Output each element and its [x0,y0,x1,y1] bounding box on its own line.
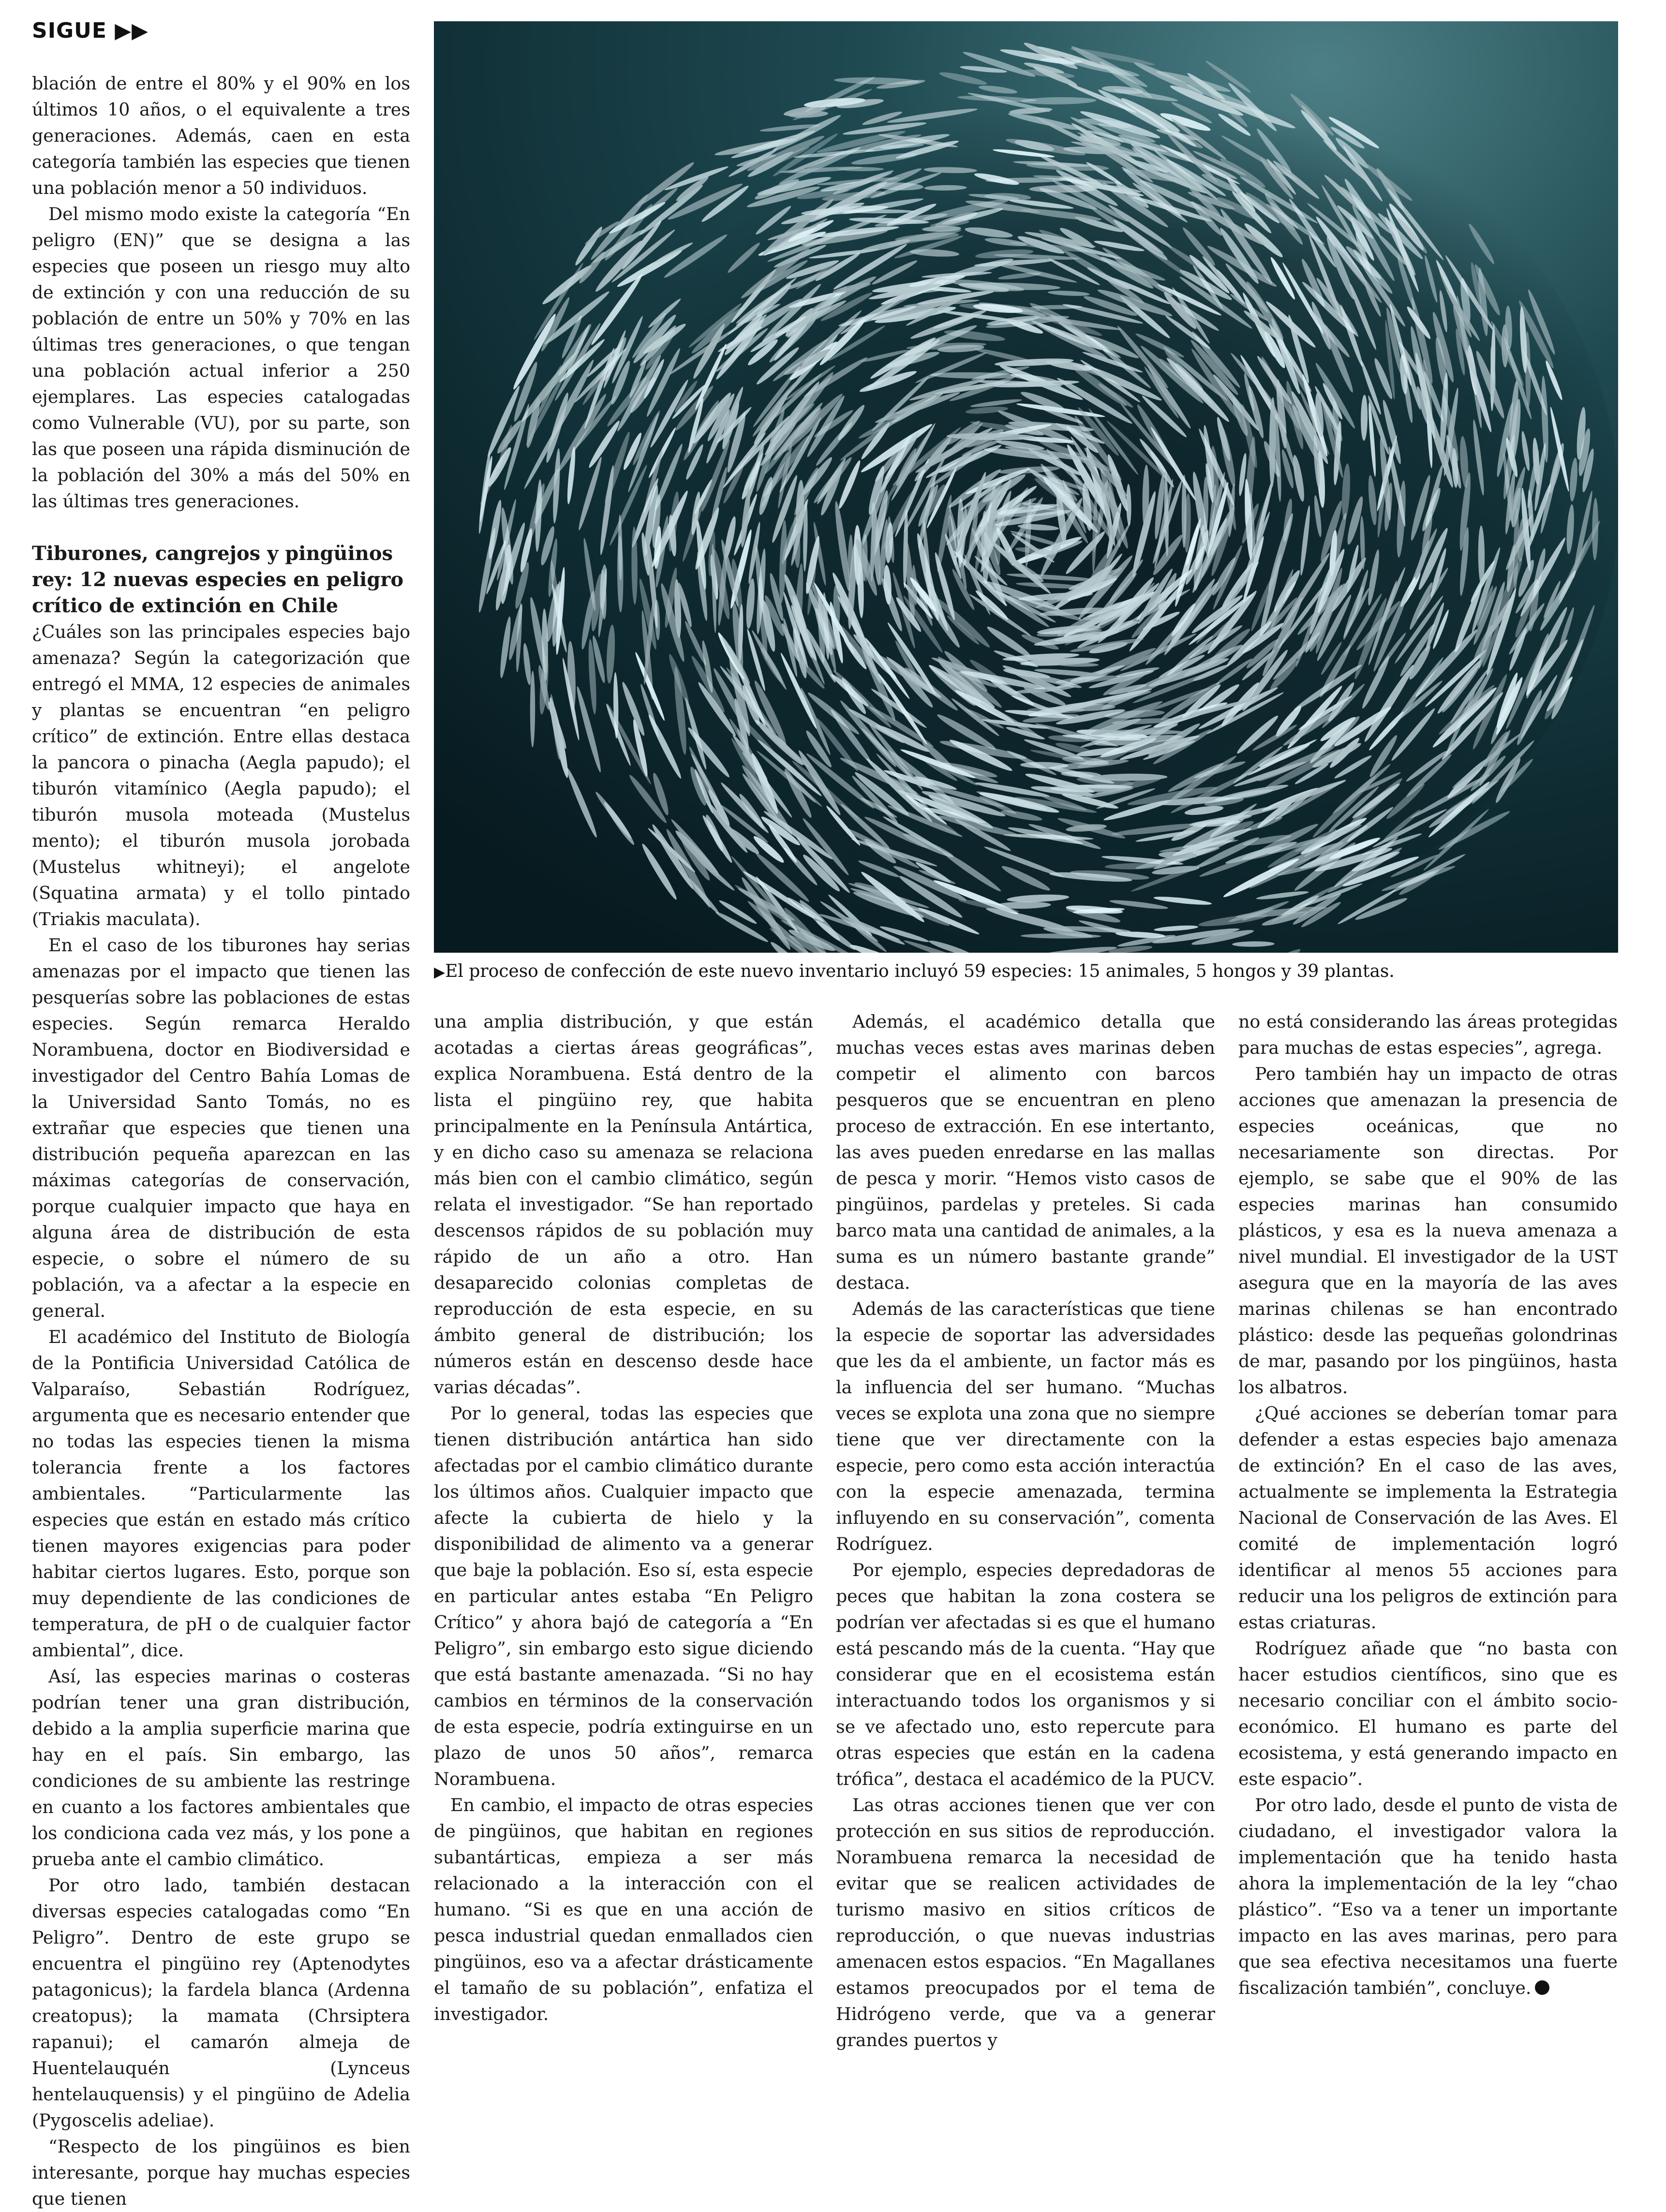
paragraph: Del mismo modo existe la categoría “En peligro (EN)” que se designa a las especies que poseen un riesgo muy alto de extinción y con una reducción de su población de entre un 50% y 70% en las últimas tres generaciones, o que tengan una población actual inferior a 250 ejemplares. Las especies catalogadas como Vulnerable (VU), por su parte, son las que poseen una rápida disminución de la población del 30% a más del 50% en las últimas tres generaciones. [32,201,410,515]
paragraph: En cambio, el impacto de otras especies de pingüinos, que habitan en regiones subantárticas, empieza a ser más relacionado a la interacción con el humano. “Si es que en una acción de pesca industrial quedan enmallados cien pingüinos, eso va a afectar drásticamente el tamaño de su población”, enfatiza el investigador. [434,1792,813,2027]
continue-marker: SIGUE ▶▶ [32,18,149,43]
paragraph: una amplia distribución, y que están acotadas a ciertas áreas geográficas”, explica Norambuena. Está dentro de la lista el pingüino rey, que habita principalmente en la Península Antártica, y en dicho caso su amenaza se relaciona más bien con el cambio climático, según relata el investigador. “Se han reportado descensos rápidos de su población muy rápido de un año a otro. Han desaparecido colonias completas de reproducción de esta especie, en su ámbito general de distribución; los números están en descenso desde hace varias décadas”. [434,1009,813,1401]
closing-paragraph-text: Por otro lado, desde el punto de vista de ciudadano, el investigador valora la implementación que ha tenido hasta ahora la implementación de la ley “chao plástico”. “Eso va a tener un importante impacto en las aves marinas, pero para que sea efectiva necesitamos una fuerte fiscalización también”, concluye. [1238,1795,1618,1998]
paragraph: Las otras acciones tienen que ver con protección en sus sitios de reproducción. Norambuena remarca la necesidad de evitar que se realicen actividades de turismo masivo en sitios críticos de reproducción, o que nuevas industrias amenacen estos espacios. “En Magallanes estamos preocupados por el tema de Hidrógeno verde, que va a generar grandes puertos y [836,1792,1215,2053]
article-column-2 [434,1009,813,2027]
paragraph: ¿Cuáles son las principales especies bajo amenaza? Según la categorización que entregó el MMA, 12 especies de animales y plantas se encuentran “en peligro crítico” de extinción. Entre ellas destaca la pancora o pinacha (Aegla papudo); el tiburón vitamínico (Aegla papudo); el tiburón musola moteada (Mustelus mento); el tiburón musola jorobada (Mustelus whitneyi); el angelote (Squatina armata) y el tollo pintado (Triakis maculata). [32,619,410,932]
article-column-4 [1238,1009,1618,2001]
paragraph: En el caso de los tiburones hay serias amenazas por el impacto que tienen las pesquerías sobre las poblaciones de estas especies. Según remarca Heraldo Norambuena, doctor en Biodiversidad e investigador del Centro Bahía Lomas de la Universidad Santo Tomás, no es extrañar que especies que tienen una distribución pequeña aparezcan en las máximas categorías de conservación, porque cualquier impacto que haya en alguna área de distribución de esta especie, o sobre el número de su población, va a afectar a la especie en general. [32,932,410,1324]
caption-arrow-icon: ▶ [434,964,445,981]
caption-text: El proceso de confección de este nuevo inventario incluyó 59 especies: 15 animales, 5 hongos y 39 plantas. [445,961,1395,981]
paragraph: blación de entre el 80% y el 90% en los últimos 10 años, o el equivalente a tres generaciones. Además, caen en esta categoría también las especies que tienen una población menor a 50 individuos. [32,71,410,201]
paragraph: Rodríguez añade que “no basta con hacer estudios científicos, sino que es necesario conciliar con el ámbito socio-económico. El humano es parte del ecosistema, y está generando impacto en este espacio”. [1238,1636,1618,1792]
end-of-article-icon [1535,1980,1549,1995]
article-column-1 [32,71,410,2212]
paragraph: Por otro lado, también destacan diversas especies catalogadas como “En Peligro”. Dentro de este grupo se encuentra el pingüino rey (Aptenodytes patagonicus); la fardela blanca (Ardenna creatopus); la mamata (Chrsiptera rapanui); el camarón almeja de Huentelauquén (Lynceus hentelauquensis) y el pingüino de Adelia (Pygoscelis adeliae). [32,1873,410,2134]
paragraph: Pero también hay un impacto de otras acciones que amenazan la presencia de especies oceánicas, que no necesariamente son directas. Por ejemplo, se sabe que el 90% de las especies marinas han consumido plásticos, y esa es la nueva amenaza a nivel mundial. El investigador de la UST asegura que en la mayoría de las aves marinas chilenas se han encontrado plástico: desde las pequeñas golondrinas de mar, pasando por los pingüinos, hasta los albatros. [1238,1061,1618,1401]
photo-caption [434,959,1618,985]
fish-school-image [434,21,1618,953]
section-subheading: Tiburones, cangrejos y pingüinos rey: 12 nuevas especies en peligro crítico de extinción en Chile [32,541,410,619]
fish-school-photo [434,21,1618,953]
paragraph: Así, las especies marinas o costeras podrían tener una gran distribución, debido a la amplia superficie marina que hay en el país. Sin embargo, las condiciones de su ambiente las restringe en cuanto a los factores ambientales que los condiciona cada vez más, y los pone a prueba ante el cambio climático. [32,1664,410,1873]
paragraph: Por lo general, todas las especies que tienen distribución antártica han sido afectadas por el cambio climático durante los últimos años. Cualquier impacto que afecte la cubierta de hielo y la disponibilidad de alimento va a generar que baje la población. Eso sí, esta especie en particular antes estaba “En Peligro Crítico” y ahora bajó de categoría a “En Peligro”, sin embargo esto sigue diciendo que está bastante amenazada. “Si no hay cambios en términos de la conservación de esta especie, podría extinguirse en un plazo de unos 50 años”, remarca Norambuena. [434,1401,813,1792]
paragraph: no está considerando las áreas protegidas para muchas de estas especies”, agrega. [1238,1009,1618,1061]
paragraph: Además, el académico detalla que muchas veces estas aves marinas deben competir el alimento con barcos pesqueros que se encuentran en pleno proceso de extracción. En ese intertanto, las aves pueden enredarse en las mallas de pesca y morir. “Hemos visto casos de pingüinos, pardelas y preteles. Si cada barco mata una cantidad de animales, a la suma es un número bastante grande” destaca. [836,1009,1215,1296]
article-column-3 [836,1009,1215,2053]
paragraph: “Respecto de los pingüinos es bien interesante, porque hay muchas especies que tienen [32,2134,410,2212]
paragraph [1238,1792,1618,2001]
paragraph: El académico del Instituto de Biología de la Pontificia Universidad Católica de Valparaíso, Sebastián Rodríguez, argumenta que es necesario entender que no todas las especies tienen la misma tolerancia frente a los factores ambientales. “Particularmente las especies que están en estado más crítico tienen mayores exigencias para poder habitar ciertos lugares. Esto, porque son muy dependiente de las condiciones de temperatura, de pH o de cualquier factor ambiental”, dice. [32,1324,410,1664]
paragraph: Además de las características que tiene la especie de soportar las adversidades que les da el ambiente, un factor más es la influencia del ser humano. “Muchas veces se explota una zona que no siempre tiene que ver directamente con la especie, pero como esta acción interactúa con la especie amenazada, termina influyendo en su conservación”, comenta Rodríguez. [836,1296,1215,1557]
paragraph: ¿Qué acciones se deberían tomar para defender a estas especies bajo amenaza de extinción? En el caso de las aves, actualmente se implementa la Estrategia Nacional de Conservación de las Aves. El comité de implementación logró identificar al menos 55 acciones para reducir una los peligros de extinción para estas criaturas. [1238,1401,1618,1636]
paragraph: Por ejemplo, especies depredadoras de peces que habitan la zona costera se podrían ver afectadas si es que el humano está pescando más de la cuenta. “Hay que considerar que en el ecosistema están interactuando todos los organismos y si se ve afectado uno, esto repercute para otras especies que están en la cadena trófica”, destaca el académico de la PUCV. [836,1557,1215,1792]
